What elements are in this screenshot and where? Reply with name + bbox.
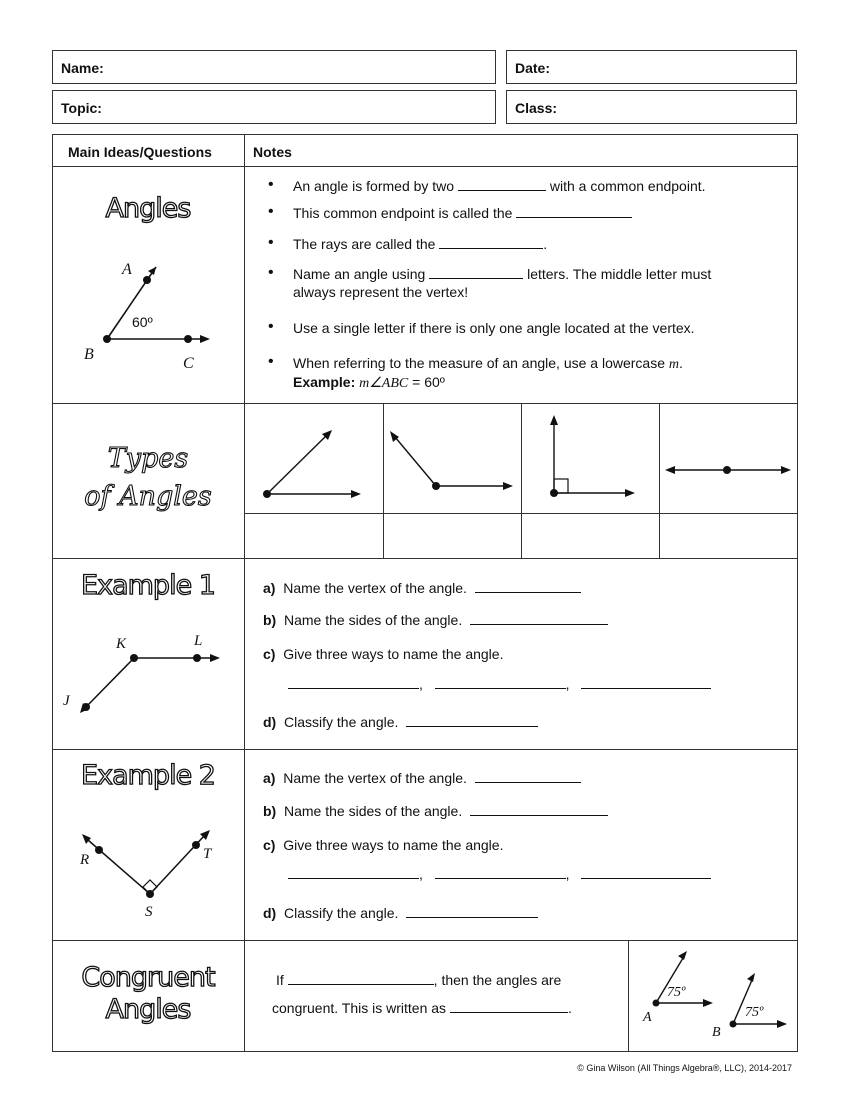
congruent-l2-post: . [567, 1000, 572, 1016]
example-expr: m∠ABC [359, 376, 409, 391]
congruent-angles-title [52, 962, 244, 1026]
b4-post: letters. The middle letter must [527, 266, 712, 282]
name-label: Name: [61, 60, 104, 76]
ex2-point-t-label: T [203, 846, 212, 862]
ex1-qb-letter: b) [263, 612, 277, 628]
angles-title: Angles [105, 193, 191, 224]
ex1-qc-text: Give three ways to name the angle. [283, 646, 504, 662]
right-angle-diagram [521, 403, 659, 513]
ex2-qa-blank[interactable] [475, 770, 581, 783]
topic-label: Topic: [61, 100, 102, 116]
bullet-4: • [268, 264, 274, 281]
b6-var: m [668, 357, 679, 372]
angles-bullet-2 [293, 205, 632, 221]
ex2-name-blank-3[interactable] [581, 866, 711, 879]
bullet-5: • [268, 318, 274, 335]
angles-bullet-4 [293, 266, 711, 282]
types-answer-row-divider [245, 513, 798, 514]
ex2-question-b [263, 803, 608, 819]
ex2-qc-letter: c) [263, 837, 276, 853]
b1-pre: An angle is formed by two [293, 178, 455, 194]
types-title-line1: Types [107, 443, 189, 474]
congruent-title-line1: Congruent [81, 962, 215, 993]
congruent-l1-pre: If [276, 972, 284, 988]
ex1-name-blanks [288, 676, 711, 692]
congruent-angle2-label: 75º [745, 1005, 764, 1020]
ex2-question-a [263, 770, 581, 786]
ex1-qc-letter: c) [263, 646, 276, 662]
ex2-point-r-label: R [80, 852, 90, 868]
congruent-line-1 [276, 972, 561, 988]
example-1-diagram [52, 620, 244, 730]
col-header-main-ideas: Main Ideas/Questions [68, 144, 212, 160]
straight-angle-diagram [659, 403, 797, 513]
ex2-sep-1: , [419, 866, 423, 882]
congruent-angle1-label: 75º [667, 985, 686, 1000]
ex1-name-blank-1[interactable] [288, 676, 419, 689]
ex2-point-s-label: S [145, 904, 153, 920]
class-label: Class: [515, 100, 558, 116]
obtuse-angle-diagram [383, 403, 521, 513]
date-box [506, 50, 797, 84]
ex2-qa-text: Name the vertex of the angle. [283, 770, 467, 786]
ex2-sep-2: , [565, 866, 570, 882]
ex2-name-blank-2[interactable] [435, 866, 566, 879]
ex1-question-b [263, 612, 608, 628]
ex2-question-c [263, 837, 503, 853]
name-box [52, 50, 496, 84]
ex2-qd-text: Classify the angle. [284, 905, 399, 921]
congruent-line-2 [272, 1000, 572, 1016]
congruent-l1-post: , then the angles are [433, 972, 562, 988]
angles-example [293, 374, 445, 392]
col-header-notes: Notes [253, 144, 292, 160]
acute-angle-diagram [245, 403, 383, 513]
ex1-sep-1: , [419, 676, 423, 692]
bullet-3: • [268, 234, 274, 251]
ex1-qd-letter: d) [263, 714, 277, 730]
example-1-title: Example 1 [81, 570, 215, 601]
angles-bullet-6 [293, 355, 683, 373]
angles-bullet-4-line2: always represent the vertex! [293, 284, 469, 300]
congruent-title-line2: Angles [105, 994, 191, 1025]
angles-bullet-3 [293, 236, 547, 252]
b6-pre: When referring to the measure of an angle, use a lowercase [293, 355, 665, 371]
angle-point-a-label: A [122, 261, 132, 278]
ex1-question-a [263, 580, 581, 596]
ex2-question-d [263, 905, 538, 921]
class-box [506, 90, 797, 124]
ex1-qb-text: Name the sides of the angle. [284, 612, 463, 628]
ex2-qb-letter: b) [263, 803, 277, 819]
b1-blank[interactable] [458, 178, 546, 191]
row-divider-header [52, 166, 798, 167]
ex1-qa-blank[interactable] [475, 580, 581, 593]
row-divider-3 [52, 749, 798, 750]
ex1-question-d [263, 714, 538, 730]
b3-post: . [543, 236, 548, 252]
copyright-notice: © Gina Wilson (All Things Algebra®, LLC), 2014-2017 [577, 1063, 792, 1073]
topic-box [52, 90, 496, 124]
b2-text: This common endpoint is called the [293, 205, 513, 221]
bullet-2: • [268, 203, 274, 220]
ex1-point-j-label: J [63, 693, 70, 709]
ex2-qb-blank[interactable] [470, 803, 608, 816]
ex1-sep-2: , [565, 676, 570, 692]
b1-post: with a common endpoint. [549, 178, 706, 194]
bullet-6: • [268, 353, 274, 370]
ex1-name-blank-2[interactable] [435, 676, 566, 689]
angle-point-b-label: B [84, 346, 94, 363]
row-divider-2 [52, 558, 798, 559]
types-title-line2: of Angles [84, 481, 212, 512]
b4-blank[interactable] [429, 266, 523, 279]
b4-pre: Name an angle using [293, 266, 426, 282]
congruent-point-b-label: B [712, 1025, 721, 1040]
b2-blank[interactable] [516, 205, 632, 218]
column-divider [244, 134, 245, 1052]
ex1-qd-blank[interactable] [406, 714, 538, 727]
ex1-qa-letter: a) [263, 580, 276, 596]
bullet-1: • [268, 176, 274, 193]
congruent-l2-pre: congruent. This is written as [272, 1000, 447, 1016]
ex2-qc-text: Give three ways to name the angle. [283, 837, 504, 853]
ex1-point-k-label: K [116, 636, 127, 652]
angles-bullet-1 [293, 178, 706, 194]
angle-point-c-label: C [183, 355, 194, 372]
b3-blank[interactable] [439, 236, 543, 249]
ex2-name-blank-1[interactable] [288, 866, 419, 879]
ex2-name-blanks [288, 866, 711, 882]
ex2-qb-text: Name the sides of the angle. [284, 803, 463, 819]
congruent-blank-2[interactable] [450, 1000, 568, 1013]
ex2-qd-blank[interactable] [406, 905, 538, 918]
angle-measure-label: 60º [132, 314, 153, 330]
example-val: = 60º [408, 374, 445, 390]
example-2-title: Example 2 [81, 760, 215, 791]
b6-end: . [679, 355, 683, 371]
ex2-qa-letter: a) [263, 770, 276, 786]
ex1-question-c [263, 646, 503, 662]
date-label: Date: [515, 60, 551, 76]
angles-bullet-5: Use a single letter if there is only one angle located at the vertex. [293, 320, 695, 336]
ex1-qa-text: Name the vertex of the angle. [283, 580, 467, 596]
ex1-qd-text: Classify the angle. [284, 714, 399, 730]
congruent-blank-1[interactable] [288, 972, 434, 985]
ex1-name-blank-3[interactable] [581, 676, 711, 689]
ex1-qb-blank[interactable] [470, 612, 608, 625]
example-label: Example: [293, 374, 356, 390]
congruent-point-a-label: A [643, 1010, 652, 1025]
ex1-point-l-label: L [194, 633, 203, 649]
b3-pre: The rays are called the [293, 236, 436, 252]
types-of-angles-title [52, 440, 244, 516]
ex2-qd-letter: d) [263, 905, 277, 921]
